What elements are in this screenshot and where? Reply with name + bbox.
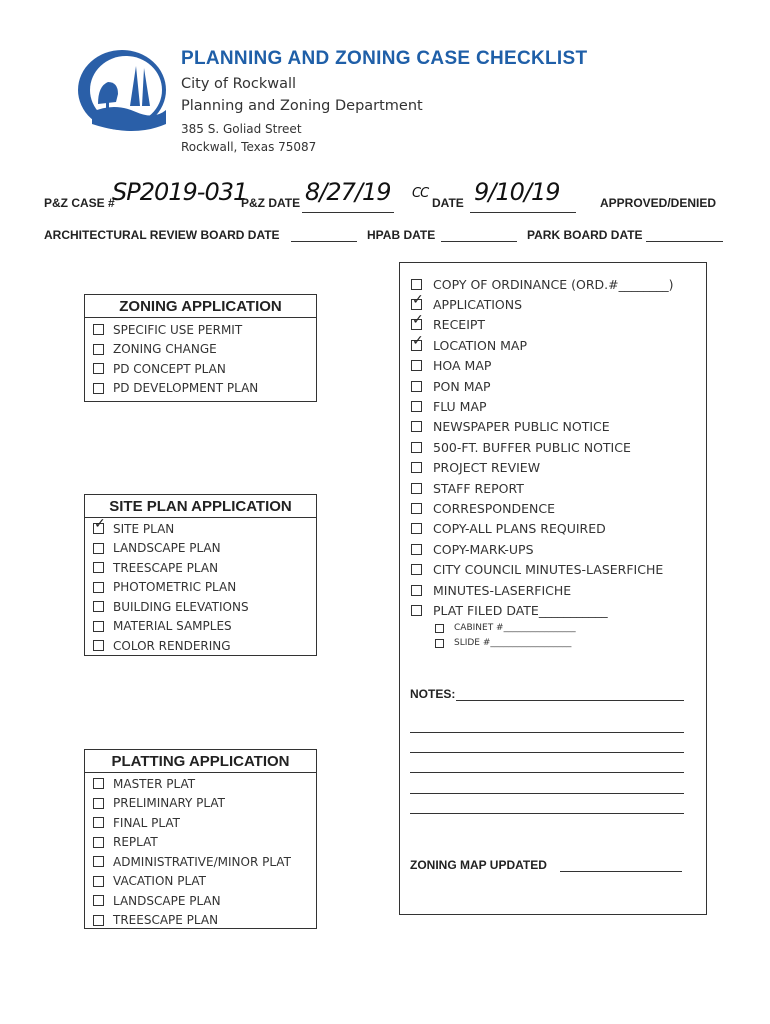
platting-checkbox[interactable] xyxy=(93,876,104,887)
document-item xyxy=(411,478,706,498)
site-plan-item xyxy=(85,578,316,598)
plat-sub-checkbox[interactable] xyxy=(435,639,444,648)
site-plan-item xyxy=(85,636,316,656)
document-checkbox[interactable] xyxy=(411,421,422,432)
platting-item xyxy=(85,774,316,794)
site-plan-item-label: LANDSCAPE PLAN xyxy=(113,541,221,556)
site-plan-item xyxy=(85,597,316,617)
zoning-item-label: SPECIFIC USE PERMIT xyxy=(113,322,243,337)
plat-sub-item-label: SLIDE #__________________ xyxy=(454,638,572,649)
document-item-label: COPY-ALL PLANS REQUIRED xyxy=(433,521,606,537)
document-checkbox[interactable] xyxy=(411,360,422,371)
park-board-date-label: PARK BOARD DATE xyxy=(527,228,643,242)
document-item xyxy=(411,335,706,355)
site-plan-item-label: SITE PLAN xyxy=(113,521,175,536)
platting-checkbox[interactable] xyxy=(93,895,104,906)
site-plan-heading: SITE PLAN APPLICATION xyxy=(85,495,316,518)
zoning-checkbox[interactable] xyxy=(93,363,104,374)
plat-sub-list xyxy=(400,621,706,651)
site-plan-checkbox[interactable] xyxy=(93,621,104,632)
platting-checkbox[interactable] xyxy=(93,778,104,789)
documents-panel xyxy=(399,262,707,915)
document-item-label: APPLICATIONS xyxy=(433,297,523,313)
site-plan-item-label: COLOR RENDERING xyxy=(113,638,231,653)
document-item xyxy=(411,559,706,579)
document-checkbox[interactable] xyxy=(411,483,422,494)
document-item-label: HOA MAP xyxy=(433,358,492,374)
document-item xyxy=(411,356,706,376)
zoning-checkbox[interactable] xyxy=(93,324,104,335)
notes-line-6[interactable] xyxy=(410,813,684,814)
document-item xyxy=(411,539,706,559)
notes-line-1[interactable] xyxy=(456,700,684,701)
platting-application-box xyxy=(84,749,317,929)
notes-line-3[interactable] xyxy=(410,752,684,753)
zoning-checkbox[interactable] xyxy=(93,383,104,394)
document-item-label: PROJECT REVIEW xyxy=(433,460,541,476)
address-line-1: 385 S. Goliad Street xyxy=(181,122,302,136)
site-plan-item xyxy=(85,617,316,637)
document-item-label: COPY OF ORDINANCE (ORD.#________) xyxy=(433,276,674,292)
case-number-value[interactable]: SP2019-031 xyxy=(112,178,248,206)
zoning-application-box xyxy=(84,294,317,402)
zoning-item xyxy=(85,359,316,379)
notes-line-4[interactable] xyxy=(410,772,684,773)
zoning-checkbox[interactable] xyxy=(93,344,104,355)
platting-item-label: ADMINISTRATIVE/MINOR PLAT xyxy=(113,854,291,869)
zoning-heading: ZONING APPLICATION xyxy=(85,295,316,318)
platting-heading: PLATTING APPLICATION xyxy=(85,750,316,773)
site-plan-checkbox[interactable] xyxy=(93,582,104,593)
document-item xyxy=(411,519,706,539)
platting-item-label: REPLAT xyxy=(113,835,158,850)
document-checkbox[interactable] xyxy=(411,503,422,514)
document-item xyxy=(411,274,706,294)
document-item xyxy=(411,396,706,416)
zoning-item-label: ZONING CHANGE xyxy=(113,342,217,357)
site-plan-item xyxy=(85,519,316,539)
platting-item xyxy=(85,852,316,872)
document-item-label: NEWSPAPER PUBLIC NOTICE xyxy=(433,419,610,435)
cc-date-label: DATE xyxy=(432,196,464,210)
park-board-date-field[interactable] xyxy=(646,241,723,242)
document-item xyxy=(411,600,706,620)
address-line-2: Rockwall, Texas 75087 xyxy=(181,140,317,154)
zoning-list xyxy=(85,318,316,398)
notes-line-2[interactable] xyxy=(410,732,684,733)
site-plan-item-label: TREESCAPE PLAN xyxy=(113,560,219,575)
zoning-map-updated-field[interactable] xyxy=(560,871,682,872)
platting-item-label: VACATION PLAT xyxy=(113,874,207,889)
city-logo xyxy=(74,46,174,136)
document-checkbox[interactable] xyxy=(411,462,422,473)
documents-list xyxy=(400,263,706,621)
document-item-label: LOCATION MAP xyxy=(433,337,528,353)
document-checkbox[interactable] xyxy=(411,442,422,453)
plat-sub-checkbox[interactable] xyxy=(435,624,444,633)
document-checkbox[interactable] xyxy=(411,299,422,310)
document-item xyxy=(411,498,706,518)
platting-item xyxy=(85,891,316,911)
document-item-label: STAFF REPORT xyxy=(433,480,524,496)
document-item-label: RECEIPT xyxy=(433,317,486,333)
approved-denied-label: APPROVED/DENIED xyxy=(600,196,717,210)
notes-line-5[interactable] xyxy=(410,793,684,794)
document-checkbox[interactable] xyxy=(411,381,422,392)
plat-sub-item-label: CABINET #________________ xyxy=(454,623,576,634)
document-checkbox[interactable] xyxy=(411,523,422,534)
hpab-date-label: HPAB DATE xyxy=(367,228,436,242)
plat-sub-item xyxy=(435,621,706,636)
document-checkbox[interactable] xyxy=(411,401,422,412)
document-checkbox[interactable] xyxy=(411,544,422,555)
document-checkbox[interactable] xyxy=(411,340,422,351)
org-name: City of Rockwall xyxy=(181,76,297,92)
document-item-label: COPY-MARK-UPS xyxy=(433,541,534,557)
platting-item-label: TREESCAPE PLAN xyxy=(113,913,219,928)
platting-list xyxy=(85,773,316,930)
document-item-label: PON MAP xyxy=(433,378,491,394)
zoning-item-label: PD CONCEPT PLAN xyxy=(113,361,226,376)
document-item-label: CITY COUNCIL MINUTES-LASERFICHE xyxy=(433,562,664,578)
platting-checkbox[interactable] xyxy=(93,856,104,867)
document-item-label: FLU MAP xyxy=(433,399,487,415)
site-plan-application-box xyxy=(84,494,317,656)
document-item xyxy=(411,417,706,437)
plat-sub-item xyxy=(435,636,706,651)
zoning-item xyxy=(85,379,316,399)
zoning-map-updated-label: ZONING MAP UPDATED xyxy=(410,858,547,872)
pz-date-label: P&Z DATE xyxy=(241,196,301,210)
site-plan-checkbox[interactable] xyxy=(93,562,104,573)
site-plan-item-label: PHOTOMETRIC PLAN xyxy=(113,580,237,595)
site-plan-checkbox[interactable] xyxy=(93,543,104,554)
case-number-label: P&Z CASE # xyxy=(44,196,115,210)
document-item xyxy=(411,294,706,314)
cc-date-underline xyxy=(470,212,576,213)
document-checkbox[interactable] xyxy=(411,279,422,290)
zoning-item xyxy=(85,320,316,340)
platting-checkbox[interactable] xyxy=(93,798,104,809)
cc-prefix: CC xyxy=(412,186,429,201)
platting-item xyxy=(85,794,316,814)
document-item xyxy=(411,580,706,600)
platting-item xyxy=(85,872,316,892)
page-title: PLANNING AND ZONING CASE CHECKLIST xyxy=(181,48,588,69)
platting-checkbox[interactable] xyxy=(93,915,104,926)
document-checkbox[interactable] xyxy=(411,319,422,330)
document-item xyxy=(411,315,706,335)
arb-date-field[interactable] xyxy=(291,241,357,242)
platting-item xyxy=(85,833,316,853)
platting-item-label: FINAL PLAT xyxy=(113,815,180,830)
document-checkbox[interactable] xyxy=(411,605,422,616)
document-item xyxy=(411,437,706,457)
document-item-label: MINUTES-LASERFICHE xyxy=(433,582,572,598)
platting-item-label: MASTER PLAT xyxy=(113,776,196,791)
site-plan-item-label: BUILDING ELEVATIONS xyxy=(113,599,249,614)
site-plan-checkbox[interactable] xyxy=(93,523,104,534)
document-item xyxy=(411,376,706,396)
platting-item-label: LANDSCAPE PLAN xyxy=(113,893,221,908)
site-plan-item xyxy=(85,558,316,578)
site-plan-checkbox[interactable] xyxy=(93,601,104,612)
site-plan-item-label: MATERIAL SAMPLES xyxy=(113,619,232,634)
platting-item xyxy=(85,813,316,833)
dept-name: Planning and Zoning Department xyxy=(181,98,423,114)
pz-date-underline xyxy=(302,212,394,213)
document-item-label: CORRESPONDENCE xyxy=(433,500,555,516)
cc-date-value[interactable]: 9/10/19 xyxy=(474,178,560,206)
site-plan-list xyxy=(85,518,316,656)
platting-checkbox[interactable] xyxy=(93,837,104,848)
document-item xyxy=(411,458,706,478)
arb-date-label: ARCHITECTURAL REVIEW BOARD DATE xyxy=(44,228,280,242)
platting-item xyxy=(85,911,316,931)
pz-date-value[interactable]: 8/27/19 xyxy=(305,178,391,206)
site-plan-checkbox[interactable] xyxy=(93,640,104,651)
platting-item-label: PRELIMINARY PLAT xyxy=(113,796,225,811)
document-item-label: 500-FT. BUFFER PUBLIC NOTICE xyxy=(433,439,631,455)
notes-label: NOTES: xyxy=(410,687,456,701)
site-plan-item xyxy=(85,539,316,559)
document-checkbox[interactable] xyxy=(411,564,422,575)
zoning-item xyxy=(85,340,316,360)
document-item-label: PLAT FILED DATE___________ xyxy=(433,602,608,618)
zoning-item-label: PD DEVELOPMENT PLAN xyxy=(113,381,259,396)
document-checkbox[interactable] xyxy=(411,585,422,596)
hpab-date-field[interactable] xyxy=(441,241,517,242)
platting-checkbox[interactable] xyxy=(93,817,104,828)
